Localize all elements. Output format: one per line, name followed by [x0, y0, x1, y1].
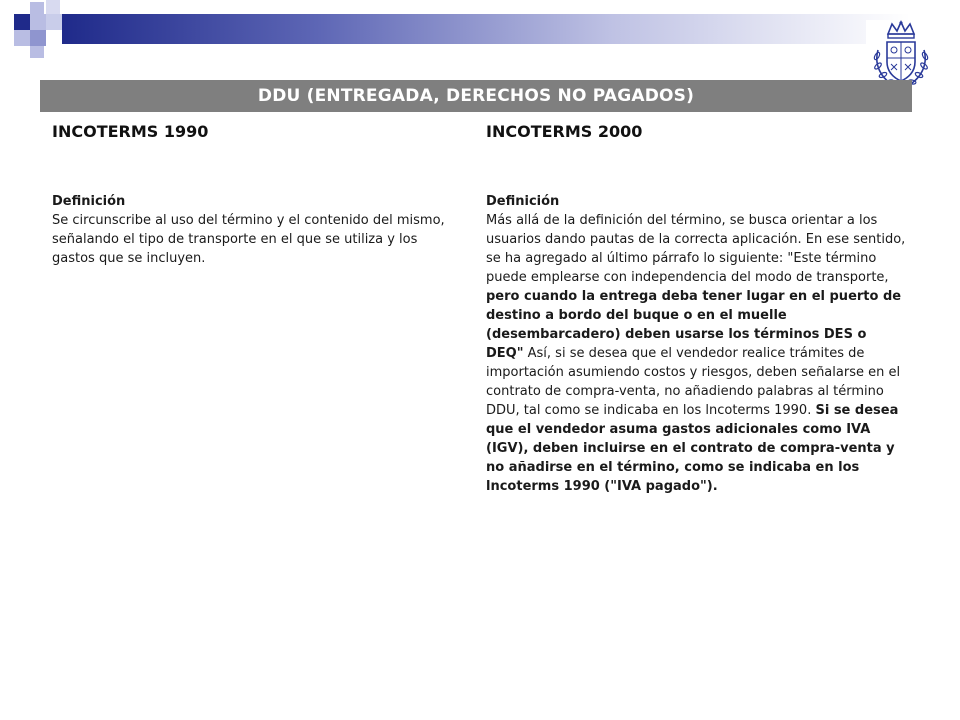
definition-label: Definición — [486, 194, 560, 209]
decor-square — [30, 46, 44, 58]
definition-text-part: Así, si se desea que el vendedor realice trámites de importación asumiendo costos y riesgos, deben señalarse en el contrato de compra-venta, no añadiendo palabras al término DDU, tal como se indicaba en los lncoterms 1990. — [486, 346, 901, 418]
decor-square — [30, 14, 46, 30]
decor-square-dark — [14, 14, 30, 30]
decor-square — [46, 14, 62, 30]
column-heading-1990: INCOTERMS 1990 — [52, 122, 209, 141]
definition-text-1990: Se circunscribe al uso del término y el contenido del mismo, señalando el tipo de transporte en el que se utiliza y los gastos que se incluyen. — [52, 213, 445, 266]
column-incoterms-1990 — [52, 122, 452, 268]
decor-square — [46, 0, 60, 14]
slide-title: DDU (ENTREGADA, DERECHOS NO PAGADOS) — [40, 80, 912, 112]
definition-text-part: Más allá de la definición del término, se busca orientar a los usuarios dando pautas de la correcta aplicación. En ese sentido, se ha agregado al último párrafo lo siguiente: "Este término puede emplearse con independencia del modo de transporte, — [486, 213, 906, 285]
definition-label: Definición — [52, 194, 126, 209]
header-gradient-bar — [62, 14, 910, 44]
definition-text-2000 — [486, 211, 906, 496]
decor-square — [14, 30, 30, 46]
definition-text-bold: pero cuando la entrega deba tener lugar en el puerto de destino a bordo del buque o en el muelle (desembarcadero) deben usarse los términos DES o DEQ" — [486, 289, 902, 361]
decor-square — [30, 30, 46, 46]
definition-text-bold: Si se desea que el vendedor asuma gastos adicionales como IVA (IGV), deben incluirse en el contrato de compra-venta y no añadirse en el término, como se indicaba en los lncoterms 1990 ("IVA pagado"). — [486, 403, 899, 494]
column-heading-2000: INCOTERMS 2000 — [486, 122, 643, 141]
column-incoterms-2000 — [486, 122, 906, 496]
